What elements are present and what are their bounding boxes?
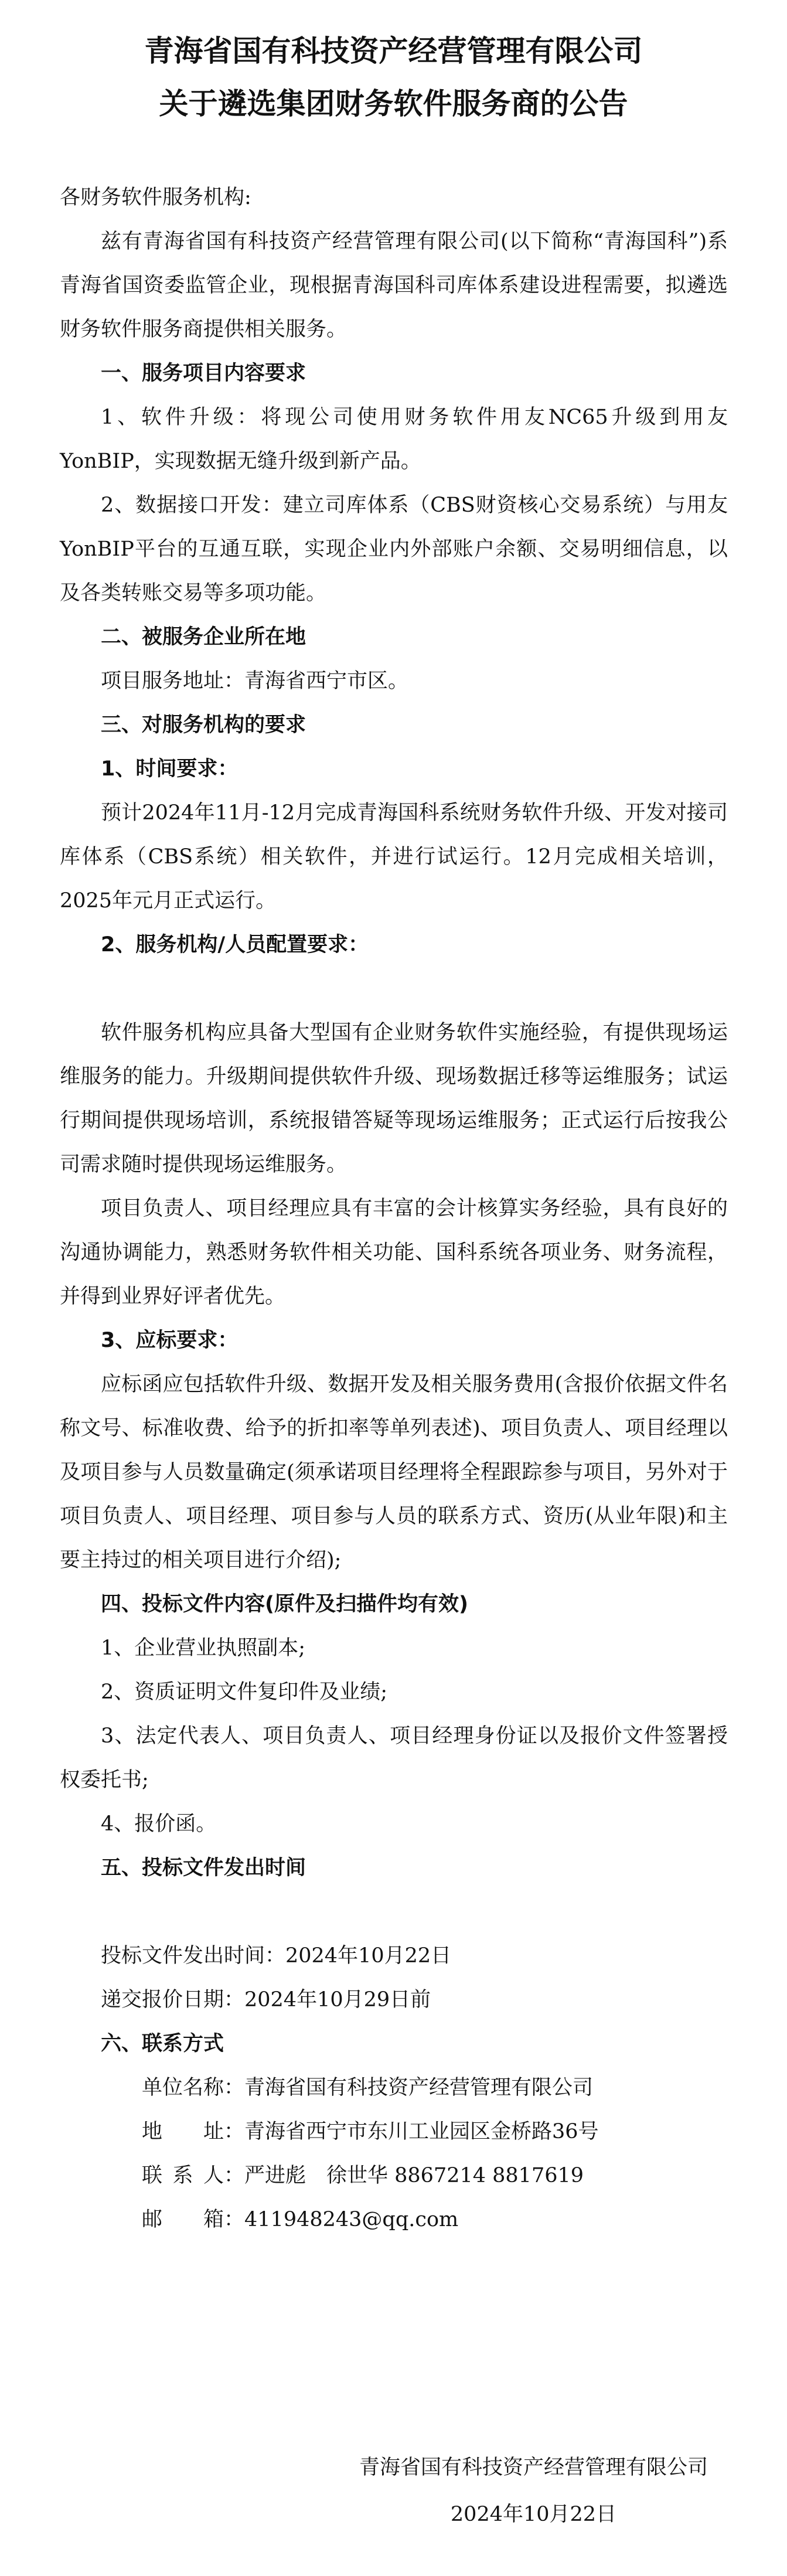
contact-label: 联系人 (142, 2164, 224, 2187)
section-4-heading: 四、投标文件内容(原件及扫描件均有效) (101, 1592, 468, 1616)
org-value: 青海省国有科技资产经营管理有限公司 (244, 2076, 594, 2099)
spacer (60, 1890, 728, 1934)
signature-date: 2024年10月22日 (450, 2503, 617, 2526)
section-3-heading: 三、对服务机构的要求 (101, 713, 306, 737)
section-4-item-3: 3、法定代表人、项目负责人、项目经理身份证以及报价文件签署授权委托书; (60, 1724, 728, 1792)
colon: ： (224, 2076, 245, 2099)
signature-company: 青海省国有科技资产经营管理有限公司 (359, 2456, 708, 2479)
contact-value: 严进彪 徐世华 8867214 8817619 (244, 2164, 584, 2187)
submission-deadline: 递交报价日期：2024年10月29日前 (101, 1988, 431, 2012)
contact-person-row (60, 2154, 728, 2198)
section-1-item-2: 2、数据接口开发：建立司库体系（CBS财资核心交易系统）与用友YonBIP平台的互通互联，实现企业内外部账户余额、交易明细信息，以及各类转账交易等多项功能。 (60, 494, 728, 605)
announcement-body (60, 176, 728, 2242)
section-4-item-1: 1、企业营业执照副本; (101, 1636, 306, 1660)
section-6-heading: 六、联系方式 (101, 2032, 224, 2056)
staff-requirement-text-2: 项目负责人、项目经理应具有丰富的会计核算实务经验，具有良好的沟通协调能力，熟悉财务软件相关功能、国科系统各项业务、财务流程，并得到业界好评者优先。 (60, 1197, 728, 1308)
colon: ： (224, 2120, 245, 2143)
section-2-heading: 二、被服务企业所在地 (101, 625, 306, 649)
section-5-heading: 五、投标文件发出时间 (101, 1856, 306, 1880)
staff-requirement-heading: 2、服务机构/人员配置要求： (101, 933, 369, 957)
colon: ： (224, 2164, 245, 2187)
service-address: 项目服务地址：青海省西宁市区。 (101, 669, 409, 693)
section-4-item-4: 4、报价函。 (101, 1812, 217, 1836)
time-requirement-text: 预计2024年11月-12月完成青海国科系统财务软件升级、开发对接司库体系（CBS系统）相关软件，并进行试运行。12月完成相关培训，2025年元月正式运行。 (60, 801, 728, 913)
contact-org-row (60, 2066, 728, 2110)
staff-requirement-text-1: 软件服务机构应具备大型国有企业财务软件实施经验，有提供现场运维服务的能力。升级期间提供软件升级、现场数据迁移等运维服务；试运行期间提供现场培训，系统报错答疑等现场运维服务；正式运行后按我公司需求随时提供现场运维服务。 (60, 1021, 728, 1176)
issue-time: 投标文件发出时间：2024年10月22日 (101, 1944, 452, 1968)
email-label: 邮箱 (142, 2208, 224, 2231)
bid-requirement-text: 应标函应包括软件升级、数据开发及相关服务费用(含报价依据文件名称文号、标准收费、给予的折扣率等单列表述)、项目负责人、项目经理以及项目参与人员数量确定(须承诺项目经理将全程跟踪参与项目，另外对于项目负责人、项目经理、项目参与人员的联系方式、资历(从业年限)和主要主持过的相关项目进行介绍); (60, 1373, 728, 1572)
section-4-item-2: 2、资质证明文件复印件及业绩; (101, 1680, 388, 1704)
intro-paragraph: 兹有青海省国有科技资产经营管理有限公司(以下简称“青海国科”)系青海省国资委监管企业，现根据青海国科司库体系建设进程需要，拟遴选财务软件服务商提供相关服务。 (60, 230, 728, 341)
contact-address-row (60, 2110, 728, 2154)
title-line-1: 青海省国有科技资产经营管理有限公司 (144, 34, 643, 68)
contact-email-row (60, 2198, 728, 2242)
section-1-heading: 一、服务项目内容要求 (101, 362, 306, 385)
signature-block (359, 2444, 708, 2538)
time-requirement-heading: 1、时间要求： (101, 757, 239, 781)
title-line-2: 关于遴选集团财务软件服务商的公告 (159, 87, 628, 121)
spacer (60, 967, 728, 1011)
colon: ： (224, 2208, 245, 2231)
bid-requirement-heading: 3、应标要求： (101, 1329, 239, 1352)
address-label: 地址 (142, 2120, 224, 2143)
org-label: 单位名称 (142, 2076, 224, 2099)
salutation: 各财务软件服务机构: (60, 186, 251, 209)
section-1-item-1: 1、软件升级：将现公司使用财务软件用友NC65升级到用友YonBIP，实现数据无缝升级到新产品。 (60, 406, 728, 473)
email-value: 411948243@qq.com (244, 2208, 459, 2231)
address-value: 青海省西宁市东川工业园区金桥路36号 (244, 2120, 599, 2143)
